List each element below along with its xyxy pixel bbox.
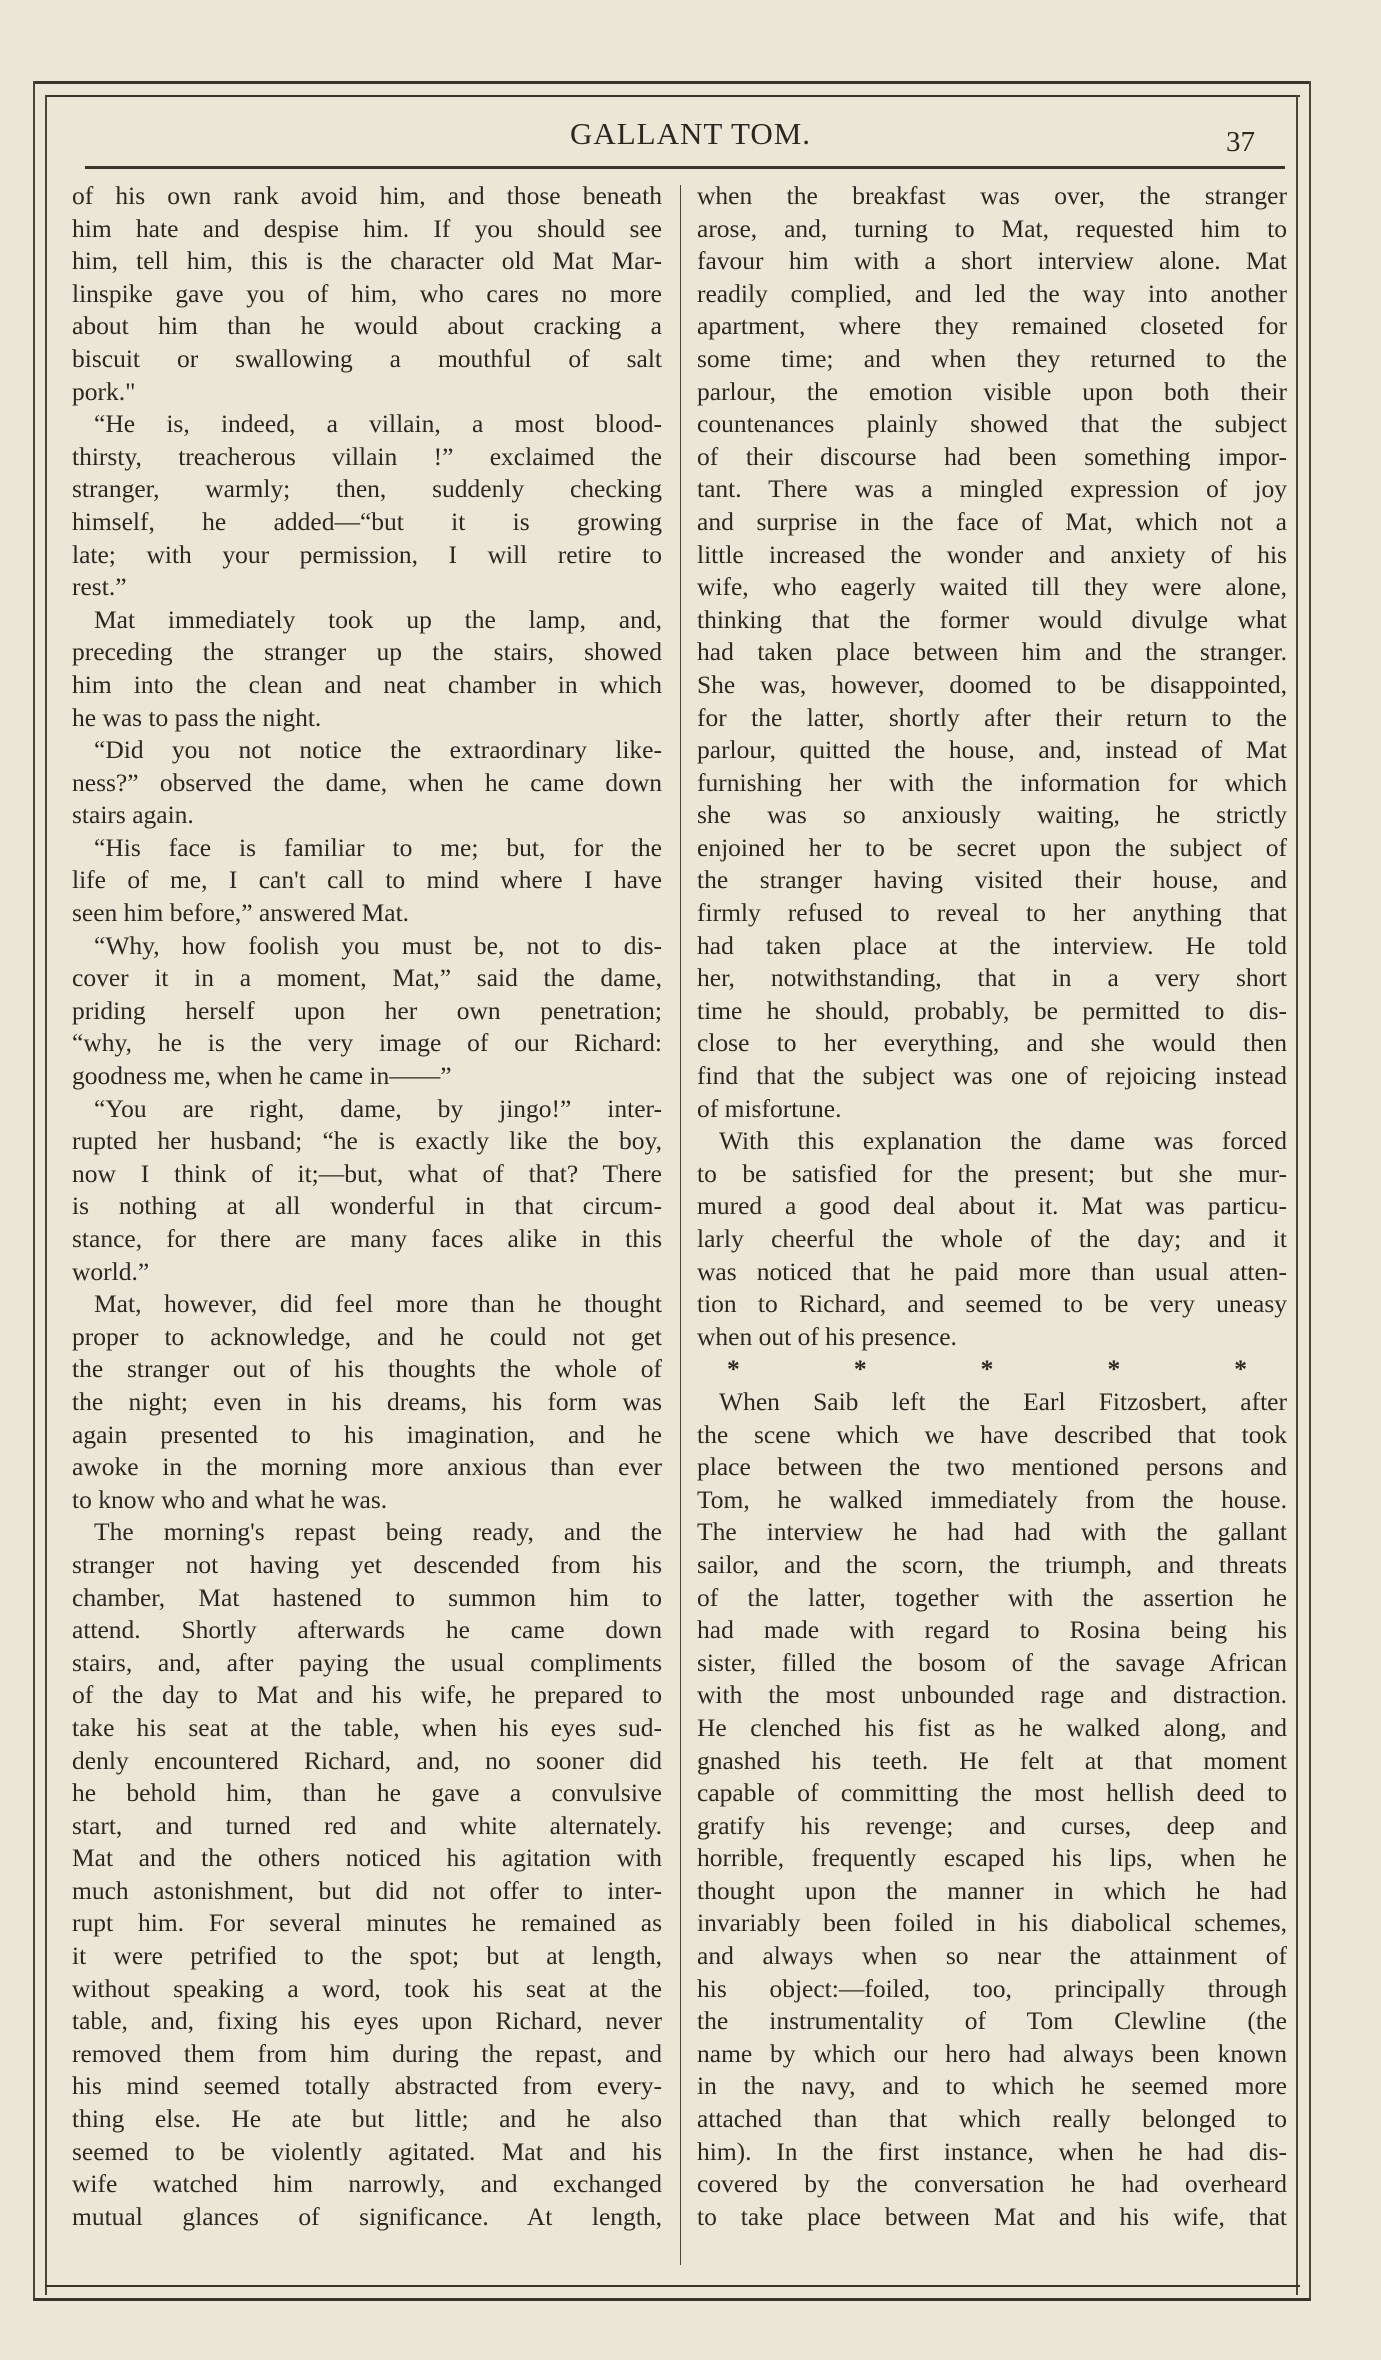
text-line: She was, however, doomed to be disappointed, xyxy=(697,669,1287,699)
text-line: take his seat at the table, when his eyes sud- xyxy=(72,1712,662,1742)
text-line: thought upon the manner in which he had xyxy=(697,1875,1287,1905)
text-line: close to her everything, and she would then xyxy=(697,1028,1287,1058)
text-line: world.” xyxy=(72,1256,150,1286)
text-line: him). In the first instance, when he had dis- xyxy=(697,2136,1287,2166)
text-line: name by which our hero had always been known xyxy=(697,2038,1287,2068)
text-line: goodness me, when he came in——” xyxy=(72,1061,452,1091)
text-line: was noticed that he paid more than usual atten- xyxy=(697,1256,1287,1286)
text-line: place between the two mentioned persons and xyxy=(697,1452,1287,1482)
text-line: apartment, where they remained closeted for xyxy=(697,311,1287,341)
text-line: without speaking a word, took his seat at the xyxy=(72,1973,662,2003)
left-outer-border xyxy=(33,81,35,2301)
text-line: late; with your permission, I will retire to xyxy=(72,539,662,569)
text-line: table, and, fixing his eyes upon Richard, never xyxy=(72,2006,662,2036)
text-line: sailor, and the scorn, the triumph, and threats xyxy=(697,1549,1287,1579)
text-line: biscuit or swallowing a mouthful of salt xyxy=(72,343,662,373)
text-line: of the latter, together with the assertion he xyxy=(697,1582,1287,1612)
page-number: 37 xyxy=(1226,126,1255,158)
text-line: readily complied, and led the way into another xyxy=(697,278,1287,308)
text-line: of misfortune. xyxy=(697,1093,842,1123)
text-line: had taken place between him and the stranger. xyxy=(697,637,1287,667)
text-line: countenances plainly showed that the subject xyxy=(697,409,1287,439)
text-line: linspike gave you of him, who cares no more xyxy=(72,278,662,308)
text-line: to know who and what he was. xyxy=(72,1484,388,1514)
right-outer-border xyxy=(1309,81,1311,2301)
text-line: horrible, frequently escaped his lips, when he xyxy=(697,1843,1287,1873)
top-inner-rule xyxy=(45,95,1300,97)
text-line: him hate and despise him. If you should see xyxy=(72,213,662,243)
text-line: seen him before,” answered Mat. xyxy=(72,898,410,928)
text-line: again presented to his imagination, and he xyxy=(72,1419,662,1449)
text-line: awoke in the morning more anxious than ever xyxy=(72,1452,662,1482)
text-line: enjoined her to be secret upon the subject of xyxy=(697,832,1287,862)
text-line: little increased the wonder and anxiety of his xyxy=(697,539,1287,569)
text-line: “He is, indeed, a villain, a most blood- xyxy=(94,409,662,439)
text-line: when the breakfast was over, the stranger xyxy=(697,181,1287,210)
text-line: stranger, warmly; then, suddenly checking xyxy=(72,474,662,504)
text-line: gnashed his teeth. He felt at that moment xyxy=(697,1745,1287,1775)
text-line: With this explanation the dame was forced xyxy=(719,1126,1287,1156)
text-line: tant. There was a mingled expression of joy xyxy=(697,474,1287,504)
text-line: The interview he had had with the gallant xyxy=(697,1517,1287,1547)
text-line: stairs again. xyxy=(72,800,194,830)
text-line: the scene which we have described that took xyxy=(697,1419,1287,1449)
text-line: covered by the conversation he had overheard xyxy=(697,2169,1287,2199)
text-line: gratify his revenge; and curses, deep and xyxy=(697,1810,1287,1840)
text-line: favour him with a short interview alone. Mat xyxy=(697,246,1287,276)
text-line: in the navy, and to which he seemed more xyxy=(697,2071,1287,2101)
text-line: stance, for there are many faces alike in this xyxy=(72,1224,662,1253)
text-line: the stranger having visited their house, and xyxy=(697,865,1287,895)
text-line: “You are right, dame, by jingo!” inter- xyxy=(94,1093,662,1123)
text-line: He clenched his fist as he walked along, and xyxy=(697,1712,1287,1742)
text-line: start, and turned red and white alternately. xyxy=(72,1810,662,1840)
text-line: seemed to be violently agitated. Mat and his xyxy=(72,2136,662,2166)
text-line: attached than that which really belonged to xyxy=(697,2104,1287,2134)
text-line: ness?” observed the dame, when he came down xyxy=(72,767,662,797)
text-line: it were petrified to the spot; but at length, xyxy=(72,1941,662,1971)
text-line: “why, he is the very image of our Richard: xyxy=(72,1028,662,1058)
text-line: is nothing at all wonderful in that circum- xyxy=(72,1191,662,1221)
text-line: “Why, how foolish you must be, not to dis- xyxy=(94,930,662,960)
text-line: him into the clean and neat chamber in which xyxy=(72,669,662,699)
text-line: her, notwithstanding, that in a very short xyxy=(697,963,1287,993)
top-border-rule xyxy=(33,81,1311,84)
text-line: and always when so near the attainment of xyxy=(697,1941,1287,1971)
text-line: preceding the stranger up the stairs, showed xyxy=(72,637,662,667)
text-line: removed them from him during the repast, and xyxy=(72,2038,662,2068)
column-divider xyxy=(680,185,681,2265)
text-line: thirsty, treacherous villain !” exclaimed the xyxy=(72,441,662,471)
text-line: of his own rank avoid him, and those beneath xyxy=(72,181,662,210)
text-line: mutual glances of significance. At length, xyxy=(72,2201,662,2231)
text-line: to be satisfied for the present; but she mur- xyxy=(697,1158,1287,1188)
text-line: much astonishment, but did not offer to inter- xyxy=(72,1875,662,1905)
text-line: chamber, Mat hastened to summon him to xyxy=(72,1582,662,1612)
text-line: himself, he added—“but it is growing xyxy=(72,506,662,536)
text-line: Mat immediately took up the lamp, and, xyxy=(94,604,662,634)
text-line: find that the subject was one of rejoicing instead xyxy=(697,1061,1287,1091)
text-line: his object:—foiled, too, principally through xyxy=(697,1973,1287,2003)
text-line: stairs, and, after paying the usual compliments xyxy=(72,1647,662,1677)
text-line: capable of committing the most hellish deed to xyxy=(697,1778,1287,1808)
text-line: rest.” xyxy=(72,572,127,602)
text-line: pork." xyxy=(72,376,136,406)
section-break-asterisks: * * * * * xyxy=(727,1354,1247,1384)
text-line: priding herself upon her own penetration; xyxy=(72,995,662,1025)
text-line: mured a good deal about it. Mat was particu- xyxy=(697,1191,1287,1221)
text-line: proper to acknowledge, and he could not get xyxy=(72,1321,662,1351)
left-inner-border xyxy=(45,95,47,2295)
text-line: invariably been foiled in his diabolical schemes, xyxy=(697,1908,1287,1938)
right-inner-border xyxy=(1296,95,1298,2295)
text-line: when out of his presence. xyxy=(697,1321,957,1351)
text-line: denly encountered Richard, and, no sooner did xyxy=(72,1745,662,1775)
text-line: some time; and when they returned to the xyxy=(697,343,1287,373)
text-line: and surprise in the face of Mat, which not a xyxy=(697,506,1287,536)
text-line: tion to Richard, and seemed to be very uneasy xyxy=(697,1289,1287,1319)
text-line: stranger not having yet descended from his xyxy=(72,1549,662,1579)
text-line: she was so anxiously waiting, he strictly xyxy=(697,800,1287,830)
text-line: thing else. He ate but little; and he also xyxy=(72,2104,662,2134)
text-line: Tom, he walked immediately from the house. xyxy=(697,1484,1287,1514)
text-line: to take place between Mat and his wife, that xyxy=(697,2201,1287,2231)
text-line: his mind seemed totally abstracted from every- xyxy=(72,2071,662,2101)
running-title: GALLANT TOM. xyxy=(569,116,812,151)
text-line: “Did you not notice the extraordinary like- xyxy=(94,735,662,765)
text-line: with the most unbounded rage and distraction. xyxy=(697,1680,1287,1710)
text-line: thinking that the former would divulge what xyxy=(697,604,1287,634)
text-line: for the latter, shortly after their return to the xyxy=(697,702,1287,732)
text-line: furnishing her with the information for which xyxy=(697,767,1287,797)
right-column xyxy=(697,180,1287,2233)
text-line: wife, who eagerly waited till they were alone, xyxy=(697,572,1287,602)
text-line: parlour, the emotion visible upon both their xyxy=(697,376,1287,406)
text-line: had taken place at the interview. He told xyxy=(697,930,1287,960)
text-line: sister, filled the bosom of the savage African xyxy=(697,1647,1287,1677)
text-line: him, tell him, this is the character old Mat Mar- xyxy=(72,246,662,276)
text-line: of the day to Mat and his wife, he prepared to xyxy=(72,1680,662,1710)
header-rule xyxy=(85,166,1285,169)
text-line: rupt him. For several minutes he remained as xyxy=(72,1908,662,1938)
bottom-inner-rule xyxy=(45,2285,1300,2287)
text-line: wife watched him narrowly, and exchanged xyxy=(72,2169,662,2199)
text-line: firmly refused to reveal to her anything that xyxy=(697,898,1287,928)
text-line: rupted her husband; “he is exactly like the boy, xyxy=(72,1126,662,1156)
text-line: the stranger out of his thoughts the whole of xyxy=(72,1354,662,1384)
text-line: he was to pass the night. xyxy=(72,702,322,732)
text-line: arose, and, turning to Mat, requested him to xyxy=(697,213,1287,243)
bottom-border-rule xyxy=(33,2298,1311,2301)
text-line: cover it in a moment, Mat,” said the dame, xyxy=(72,963,662,993)
text-line: had made with regard to Rosina being his xyxy=(697,1615,1287,1645)
text-line: The morning's repast being ready, and the xyxy=(94,1517,662,1547)
left-column xyxy=(72,180,662,2233)
text-line: about him than he would about cracking a xyxy=(72,311,662,341)
text-line: larly cheerful the whole of the day; and it xyxy=(697,1224,1287,1253)
text-line: Mat and the others noticed his agitation with xyxy=(72,1843,662,1873)
text-line: When Saib left the Earl Fitzosbert, after xyxy=(719,1386,1287,1416)
text-line: the instrumentality of Tom Clewline (the xyxy=(697,2006,1287,2036)
text-line: the night; even in his dreams, his form was xyxy=(72,1386,662,1416)
text-line: he behold him, than he gave a convulsive xyxy=(72,1778,662,1808)
text-line: parlour, quitted the house, and, instead of Mat xyxy=(697,735,1287,765)
text-line: life of me, I can't call to mind where I have xyxy=(72,865,662,895)
text-line: time he should, probably, be permitted to dis- xyxy=(697,995,1287,1025)
text-line: “His face is familiar to me; but, for the xyxy=(94,832,662,862)
text-line: now I think of it;—but, what of that? There xyxy=(72,1158,662,1188)
text-line: of their discourse had been something impor- xyxy=(697,441,1287,471)
text-line: Mat, however, did feel more than he thought xyxy=(94,1289,662,1319)
text-line: attend. Shortly afterwards he came down xyxy=(72,1615,662,1645)
